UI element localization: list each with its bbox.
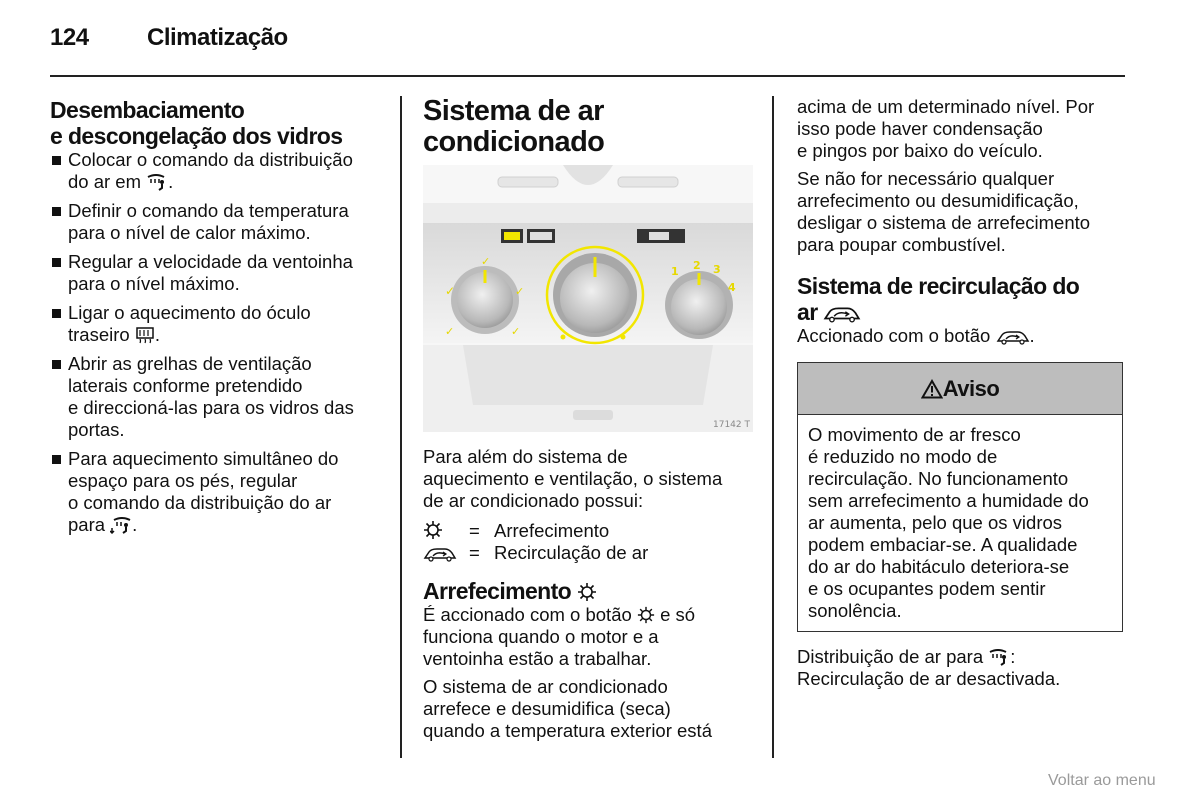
list-item: Ligar o aquecimento do óculo traseiro . — [50, 302, 390, 346]
windscreen-feet-distribution-icon — [110, 516, 132, 534]
column-divider-1 — [400, 96, 402, 758]
fan-level-2: 2 — [693, 259, 701, 272]
defrost-steps-list — [50, 149, 390, 536]
column-right: acima de um determinado nível. Por isso pode haver condensação e pingos por baixo do veículo. Se não for necessário qualquer arrefecimento ou desumidificação, desligar o sistema de arrefecimento para poupar combustível. Sistema de recirculação do ar Accionado com o botão . — [797, 96, 1127, 347]
snowflake-icon — [637, 606, 655, 624]
list-item: Para aquecimento simultâneo do espaço para os pés, regular o comando da distribuição do ar para . — [50, 448, 390, 536]
svg-text:✓: ✓ — [511, 325, 521, 338]
column-divider-2 — [772, 96, 774, 758]
back-to-menu-link[interactable]: Voltar ao menu — [1048, 772, 1156, 789]
rear-window-heater-icon — [135, 326, 155, 344]
fan-level-4: 4 — [728, 281, 736, 294]
warning-text: O movimento de ar fresco é reduzido no modo de recirculação. No funcionamento sem arrefecimento a humidade do ar aumenta, pelo que os vidros podem embaciar-se. A qualidade do ar do habitáculo deteriora-se e os ocupantes podem sentir sonolência. — [808, 424, 1089, 621]
section-heading-cooling: Arrefecimento — [423, 578, 758, 604]
list-item: Regular a velocidade da ventoinha para o nível máximo. — [50, 251, 390, 295]
svg-text:✓: ✓ — [445, 325, 455, 338]
section-heading-recirculation: Sistema de recirculação do ar — [797, 273, 1080, 325]
column-middle — [423, 96, 758, 158]
page-number: 124 — [50, 24, 89, 51]
warning-box — [797, 362, 1123, 632]
column-left — [50, 97, 390, 543]
snowflake-icon — [423, 520, 443, 540]
list-item: Abrir as grelhas de ventilação laterais conforme pretendido e direccioná-las para os vidros das portas. — [50, 353, 390, 441]
legend-row-recirculation: = Recirculação de ar — [423, 542, 758, 564]
section-title-ac: Sistema de ar condicionado — [423, 95, 605, 158]
svg-text:✓: ✓ — [445, 284, 456, 298]
warning-header: Aviso — [798, 363, 1122, 415]
list-item: Colocar o comando da distribuição do ar em . — [50, 149, 390, 193]
svg-text:✓: ✓ — [481, 255, 491, 268]
page-header — [50, 24, 1125, 74]
climate-control-panel-illustration — [423, 165, 753, 432]
fan-level-1: 1 — [671, 265, 679, 278]
recirculation-icon — [423, 546, 457, 562]
recirculation-icon — [996, 329, 1030, 345]
legend-row-cooling: = Arrefecimento — [423, 520, 758, 542]
snowflake-icon — [577, 582, 597, 602]
header-divider — [50, 75, 1125, 77]
windscreen-feet-distribution-icon — [146, 173, 168, 191]
distribution-note: Distribuição de ar para : Recirculação de ar desactivada. — [797, 646, 1061, 689]
fan-level-3: 3 — [713, 263, 721, 276]
figure-number: 17142 T — [713, 420, 750, 430]
section-heading-defrost: Desembaciamento e descongelação dos vidros — [50, 97, 343, 149]
svg-text:✓: ✓ — [515, 285, 525, 298]
windscreen-feet-distribution-icon — [988, 648, 1010, 666]
list-item: Definir o comando da temperatura para o nível de calor máximo. — [50, 200, 390, 244]
recirculation-icon — [823, 305, 861, 323]
chapter-title: Climatização — [147, 24, 288, 51]
column-middle-text: Para além do sistema de aquecimento e ventilação, o sistema de ar condicionado possui: = Arrefecimento = Recirculação de ar Arrefecimento É accionado com o botão e só funciona quando o motor e a ventoinha estão a trabalhar. O sistema de ar condicionado arrefece e desumidifica (seca) quando a temperatura exterior está — [423, 446, 758, 742]
warning-triangle-icon — [921, 379, 943, 399]
